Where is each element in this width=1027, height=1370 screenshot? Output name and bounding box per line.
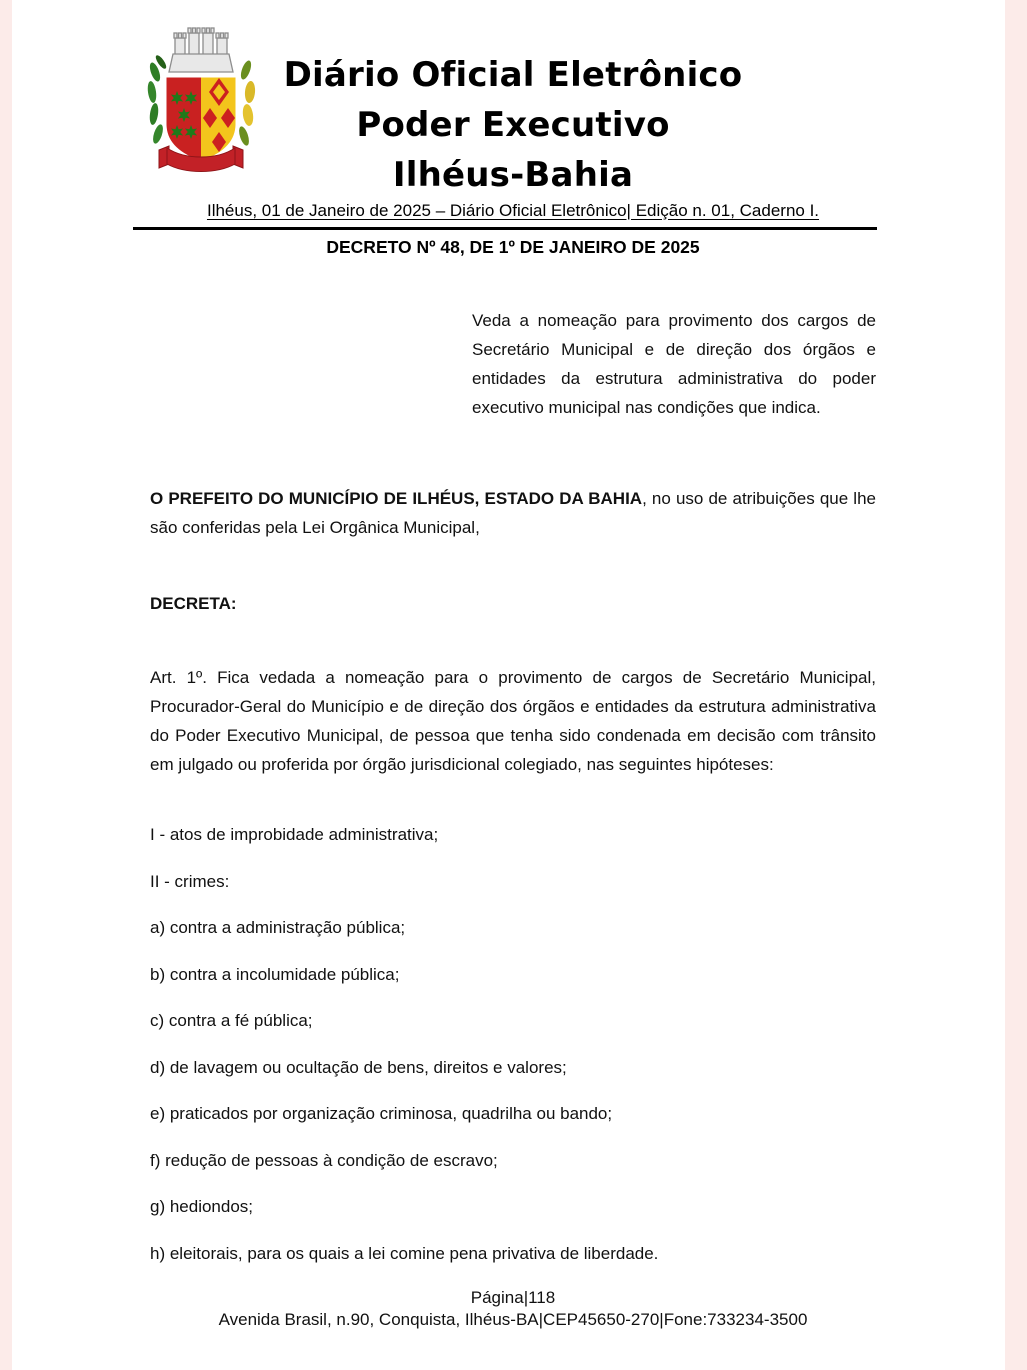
masthead-title-line2: Poder Executivo xyxy=(356,105,670,145)
preamble-rest: , no uso de atribuições que lhe são conferidas pela Lei Orgânica Municipal, xyxy=(150,489,876,537)
list-item: h) eleitorais, para os quais a lei comine pena privativa de liberdade. xyxy=(150,1243,659,1263)
list-item: II - crimes: xyxy=(150,871,230,891)
hypotheses-list xyxy=(150,820,876,1285)
gazette-page xyxy=(150,0,876,1370)
preamble-authority: O PREFEITO DO MUNICÍPIO DE ILHÉUS, ESTADO DA BAHIA xyxy=(150,489,643,508)
decree-title: DECRETO Nº 48, DE 1º DE JANEIRO DE 2025 xyxy=(326,237,700,257)
list-item: b) contra a incolumidade pública; xyxy=(150,964,400,984)
masthead-title-line1: Diário Oficial Eletrônico xyxy=(283,55,743,95)
list-item: g) hediondos; xyxy=(150,1197,254,1216)
list-item: a) contra a administração pública; xyxy=(150,918,406,937)
article-1: Art. 1º. Fica vedada a nomeação para o provimento de cargos de Secretário Municipal, Procurador-Geral do Município e de direção dos órgãos e entidades da estrutura administrativa do Poder Executivo Municipal, de pessoa que tenha sido condenada em decisão com trânsito em julgado ou proferida por órgão jurisdicional colegiado, nas seguintes hipóteses: xyxy=(150,668,876,774)
list-item: c) contra a fé pública; xyxy=(150,1011,313,1030)
decreta-label: DECRETA: xyxy=(150,594,237,613)
decree-summary: Veda a nomeação para provimento dos cargos de Secretário Municipal e de direção dos órgãos e entidades da estrutura administrativa do poder executivo municipal nas condições que indica. xyxy=(472,311,876,417)
header-rule xyxy=(133,227,877,230)
decree-preamble xyxy=(150,484,876,542)
list-item: I - atos de improbidade administrativa; xyxy=(150,825,439,844)
edition-dateline: Ilhéus, 01 de Janeiro de 2025 – Diário Oficial Eletrônico| Edição n. 01, Caderno I. xyxy=(206,201,820,220)
masthead-title-line3: Ilhéus-Bahia xyxy=(392,155,634,195)
masthead xyxy=(150,50,876,200)
list-item: f) redução de pessoas à condição de escravo; xyxy=(150,1150,498,1170)
page-number: Página|118 xyxy=(470,1288,556,1307)
footer-address: Avenida Brasil, n.90, Conquista, Ilhéus-BA|CEP45650-270|Fone:733234-3500 xyxy=(218,1310,808,1329)
list-item: d) de lavagem ou ocultação de bens, direitos e valores; xyxy=(150,1057,567,1077)
list-item: e) praticados por organização criminosa, quadrilha ou bando; xyxy=(150,1104,613,1123)
